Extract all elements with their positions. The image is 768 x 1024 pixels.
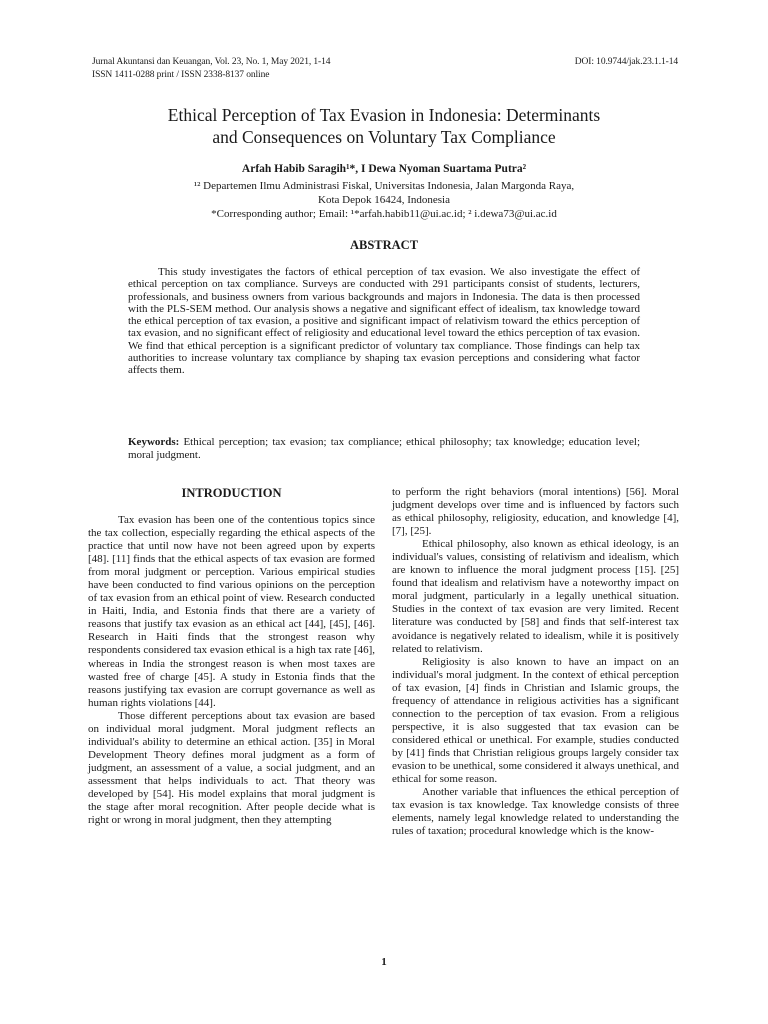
introduction-heading: INTRODUCTION	[181, 486, 282, 500]
abstract-text: This study investigates the factors of ethical perception of tax evasion. We also investigate the effect of ethical perception on tax compliance. Surveys are conducted with 291 participants consist of students, lecturers, professionals, and business owners from various backgrounds and majors in Indonesia. The data is then processed with the PLS-SEM method. Our analysis shows a negative and significant effect of idealism, tax knowledge toward the ethical perception of tax evasion, a positive and significant impact of relativism toward the ethics perception of tax evasion, and no significant effect of religiosity and educational level toward the ethics perception of tax evasion. We find that ethical perception is a significant predictor of voluntary tax compliance. Those findings can help tax authorities to increase voluntary tax compliance by shaping tax evasion perceptions and considering what factor affects them.	[128, 266, 640, 377]
corresponding-author[interactable]: *Corresponding author; Email: ¹*arfah.habib11@ui.ac.id; ² i.dewa73@ui.ac.id	[211, 208, 557, 220]
paragraph: Another variable that influences the ethical perception of tax evasion is tax knowledge. Tax knowledge consists of three elements, namely legal knowledge related to understanding the rules of taxation; procedural knowledge which is the know-	[392, 786, 679, 838]
journal-header	[92, 56, 330, 82]
doi-link[interactable]: DOI: 10.9744/jak.23.1.1-14	[574, 57, 678, 67]
paragraph: Those different perceptions about tax evasion are based on individual moral judgment. Moral judgment reflects an individual's ability to determine an ethical action. [35] in Moral Development Theory defines moral judgment as a form of judgment, an assessment of a value, a social judgment, and an assessment that helps individuals to act. That theory was developed by [54]. His model explains that moral judgment is the stage after moral recognition. After people decide what is right or wrong in moral judgment, then they attempting	[88, 709, 375, 827]
left-column	[88, 486, 375, 827]
issn-line: ISSN 1411-0288 print / ISSN 2338-8137 online	[92, 70, 270, 80]
affiliation-line-1: ¹² Departemen Ilmu Administrasi Fiskal, Universitas Indonesia, Jalan Margonda Raya,	[193, 180, 575, 192]
title-line-2: and Consequences on Voluntary Tax Compliance	[212, 127, 556, 147]
keywords	[128, 436, 640, 462]
journal-citation: Jurnal Akuntansi dan Keuangan, Vol. 23, No. 1, May 2021, 1-14	[92, 57, 331, 67]
affiliation-line-2: Kota Depok 16424, Indonesia	[318, 194, 450, 206]
keywords-label: Keywords:	[128, 436, 180, 448]
paragraph: Religiosity is also known to have an impact on an individual's moral judgment. In the context of ethical perception of tax evasion, [4] finds in Christian and Islamic groups, the frequency of attendance in religious activities has a significant connection to the perception of tax evasion. From a religious perspective, it is also suggested that tax evasion can be considered ethical or unethical. For example, studies conducted by [41] finds that Christian religious groups largely consider tax evasion to be unethical, some considered it always unethical, and ethical for some reason.	[392, 655, 679, 786]
abstract	[128, 266, 640, 377]
paragraph: Ethical philosophy, also known as ethical ideology, is an individual's values, consisting of relativism and idealism, which are known to influence the moral judgment process [15]. [25] found that idealism and relativism have a noteworthy impact on moral judgment, particularly in a legally unethical situation. Studies in the context of tax evasion are very limited. Recent literature was conducted by [58] and finds that self-interest tax avoidance is negatively related to idealism, while it is positively related to relativism.	[392, 538, 679, 655]
abstract-heading: ABSTRACT	[349, 238, 419, 252]
page-number: 1	[381, 956, 387, 968]
paragraph: Tax evasion has been one of the contentious topics since the tax collection, especially regarding the ethical aspects of the practice that until now have not been agreed upon by experts [48]. [11] finds that the ethical aspects of tax evasion are formed from moral judgment or perception. Various empirical studies have been conducted to find various opinions on the perception of tax evasion from an ethical point of view. Research conducted in Haiti, India, and Estonia finds that there are a variety of reasons that justify tax evasion as an ethical act [44], [45], [46]. Research in Haiti finds that the strongest reason why respondents considered tax evasion ethical is a high tax rate [46], whereas in India the strongest reason is when most taxes are wasted free of charge [45]. A study in Estonia finds that the reasons justifying tax evasion are corrupt governance as well as human rights violations [44].	[88, 514, 375, 709]
paper-title	[90, 104, 678, 148]
affiliation	[90, 179, 678, 221]
doi-header	[575, 56, 678, 69]
paragraph-continued: to perform the right behaviors (moral intentions) [56]. Moral judgment develops over time and is influenced by factors such as ethical philosophy, religiosity, education, and knowledge [4], [7], [25].	[392, 486, 679, 538]
title-line-1: Ethical Perception of Tax Evasion in Indonesia: Determinants	[167, 105, 601, 125]
authors: Arfah Habib Saragih¹*, I Dewa Nyoman Suartama Putra²	[241, 163, 527, 175]
keywords-text: Ethical perception; tax evasion; tax compliance; ethical philosophy; tax knowledge; education level; moral judgment.	[128, 436, 640, 461]
right-column	[392, 486, 679, 838]
